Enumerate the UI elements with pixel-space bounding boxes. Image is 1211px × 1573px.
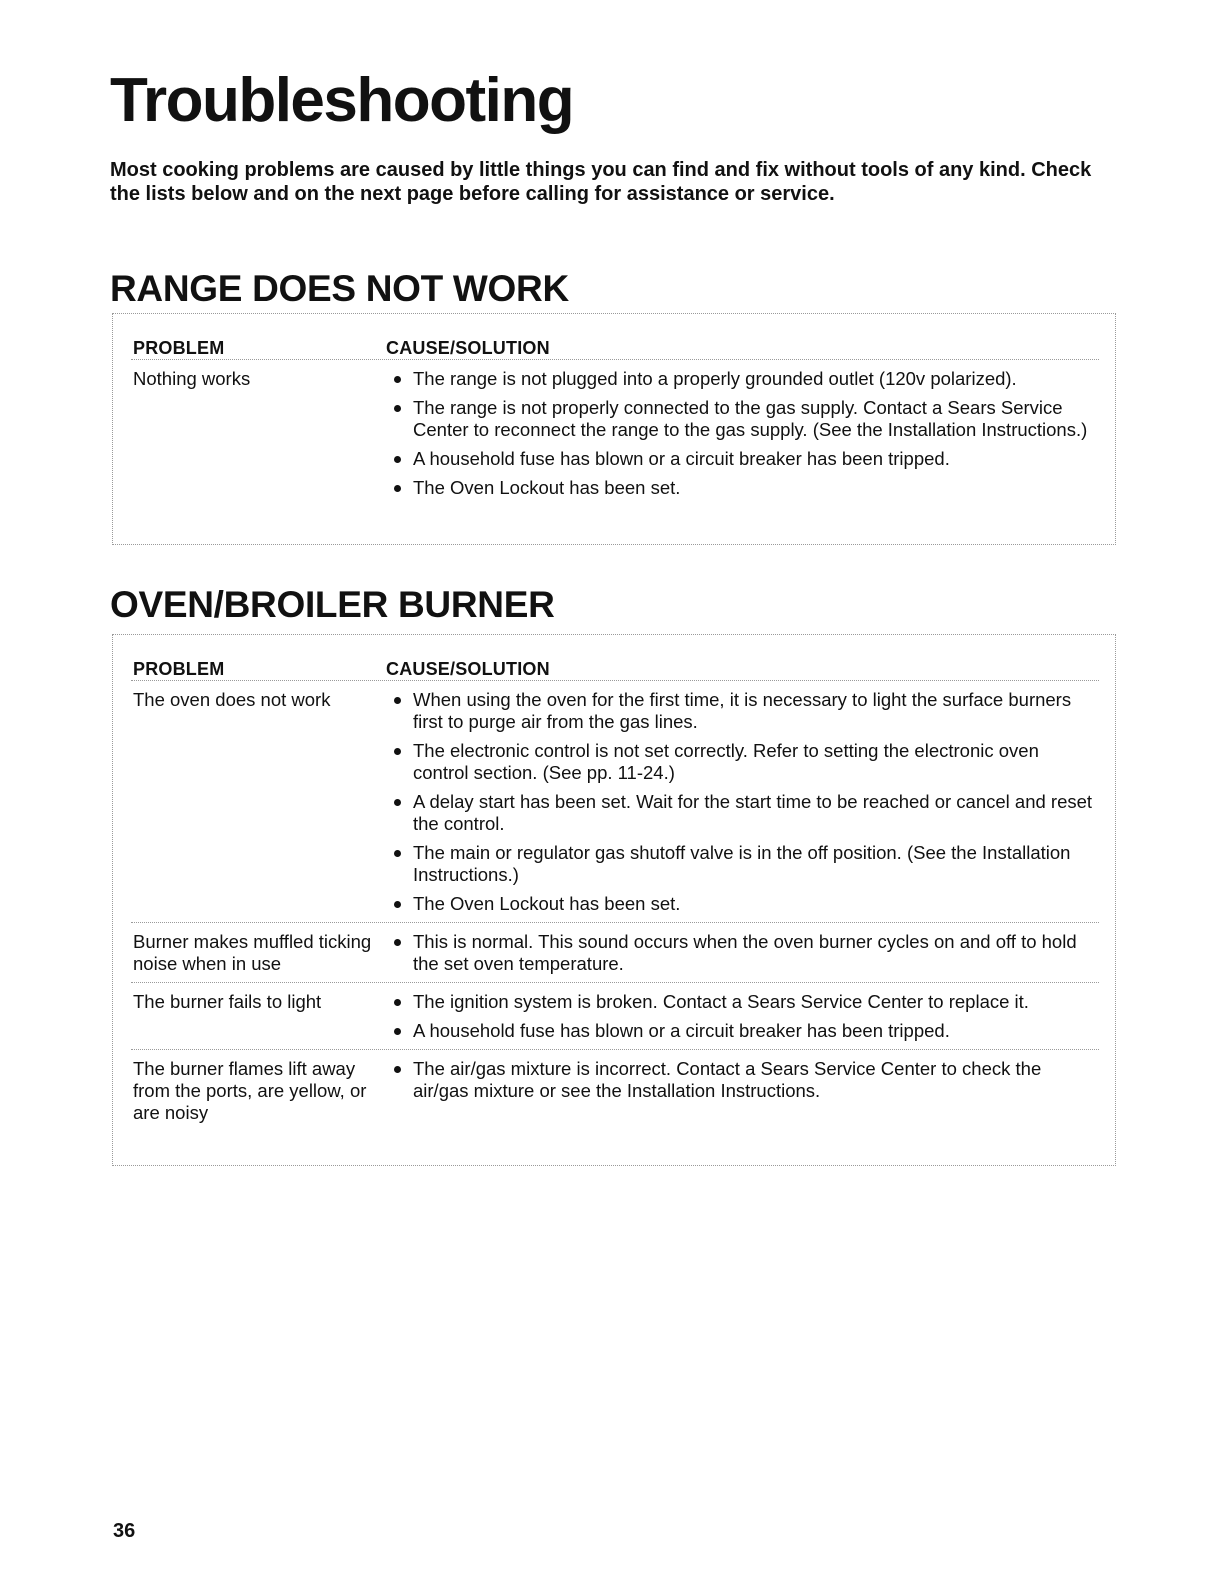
problem-cell: The oven does not work [133,689,331,710]
problem-cell: Nothing works [133,368,251,389]
intro-paragraph: Most cooking problems are caused by little things you can find and fix without tools of any kind. Check the lists below and on the next page before calling for assistance or service. [110,159,1092,205]
cause-text: The Oven Lockout has been set. [413,477,681,498]
bullet-icon [394,850,401,857]
table-header [131,635,1099,681]
column-header-cause-solution: CAUSE/SOLUTION [386,338,550,358]
column-header-problem: PROBLEM [133,659,225,679]
cause-item [391,893,1093,915]
cause-text: The range is not plugged into a properly grounded outlet (120v polarized). [413,368,1017,389]
page-title: Troubleshooting [110,66,574,135]
page-number: 36 [113,1520,136,1542]
bullet-icon [394,939,401,946]
cause-item [391,931,1093,975]
cause-list [391,1058,1099,1124]
cause-list [391,991,1099,1042]
cause-item [391,477,1093,499]
cause-text: A household fuse has blown or a circuit breaker has been tripped. [413,448,950,469]
cause-text: The air/gas mixture is incorrect. Contact a Sears Service Center to check the air/gas mixture or see the Installation Instructions. [413,1058,1042,1101]
bullet-icon [394,901,401,908]
cause-list [391,368,1099,499]
table-row [131,983,1099,1050]
cause-item [391,448,1093,470]
table-row [131,923,1099,983]
table-row [131,1050,1099,1131]
problem-cell: The burner fails to light [133,991,322,1012]
cause-text: A household fuse has blown or a circuit breaker has been tripped. [413,1020,950,1041]
bullet-icon [394,1028,401,1035]
cause-item [391,740,1093,784]
cause-item [391,1020,1093,1042]
cause-list [391,689,1099,915]
bullet-icon [394,999,401,1006]
cause-text: When using the oven for the first time, it is necessary to light the surface burners first to purge air from the gas lines. [413,689,1072,732]
cause-item [391,368,1093,390]
table-header [131,314,1099,360]
bullet-icon [394,748,401,755]
bullet-icon [394,697,401,704]
cause-text: The range is not properly connected to the gas supply. Contact a Sears Service Center to reconnect the range to the gas supply. (See the Installation Instructions.) [413,397,1088,440]
problem-cell: The burner flames lift away from the ports, are yellow, or are noisy [133,1058,367,1123]
bullet-icon [394,1066,401,1073]
troubleshooting-table-range [112,313,1116,545]
bullet-icon [394,456,401,463]
cause-list [391,931,1099,975]
cause-text: The Oven Lockout has been set. [413,893,681,914]
bullet-icon [394,485,401,492]
troubleshooting-table-oven-broiler [112,634,1116,1166]
cause-text: The ignition system is broken. Contact a Sears Service Center to replace it. [413,991,1029,1012]
cause-text: A delay start has been set. Wait for the start time to be reached or cancel and reset the control. [413,791,1093,834]
cause-item [391,689,1093,733]
cause-item [391,991,1093,1013]
bullet-icon [394,376,401,383]
cause-item [391,842,1093,886]
bullet-icon [394,405,401,412]
cause-text: The main or regulator gas shutoff valve is in the off position. (See the Installation Instructions.) [413,842,1071,885]
problem-cell: Burner makes muffled ticking noise when in use [133,931,372,974]
table-row [131,681,1099,923]
column-header-cause-solution: CAUSE/SOLUTION [386,659,550,679]
column-header-problem: PROBLEM [133,338,225,358]
table-row [131,360,1099,506]
cause-text: This is normal. This sound occurs when the oven burner cycles on and off to hold the set oven temperature. [413,931,1077,974]
cause-item [391,1058,1093,1102]
cause-item [391,791,1093,835]
cause-text: The electronic control is not set correctly. Refer to setting the electronic oven control section. (See pp. 11-24.) [413,740,1039,783]
cause-item [391,397,1093,441]
section-heading-range-does-not-work: RANGE DOES NOT WORK [110,268,569,309]
section-heading-oven-broiler-burner: OVEN/BROILER BURNER [110,584,555,625]
bullet-icon [394,799,401,806]
